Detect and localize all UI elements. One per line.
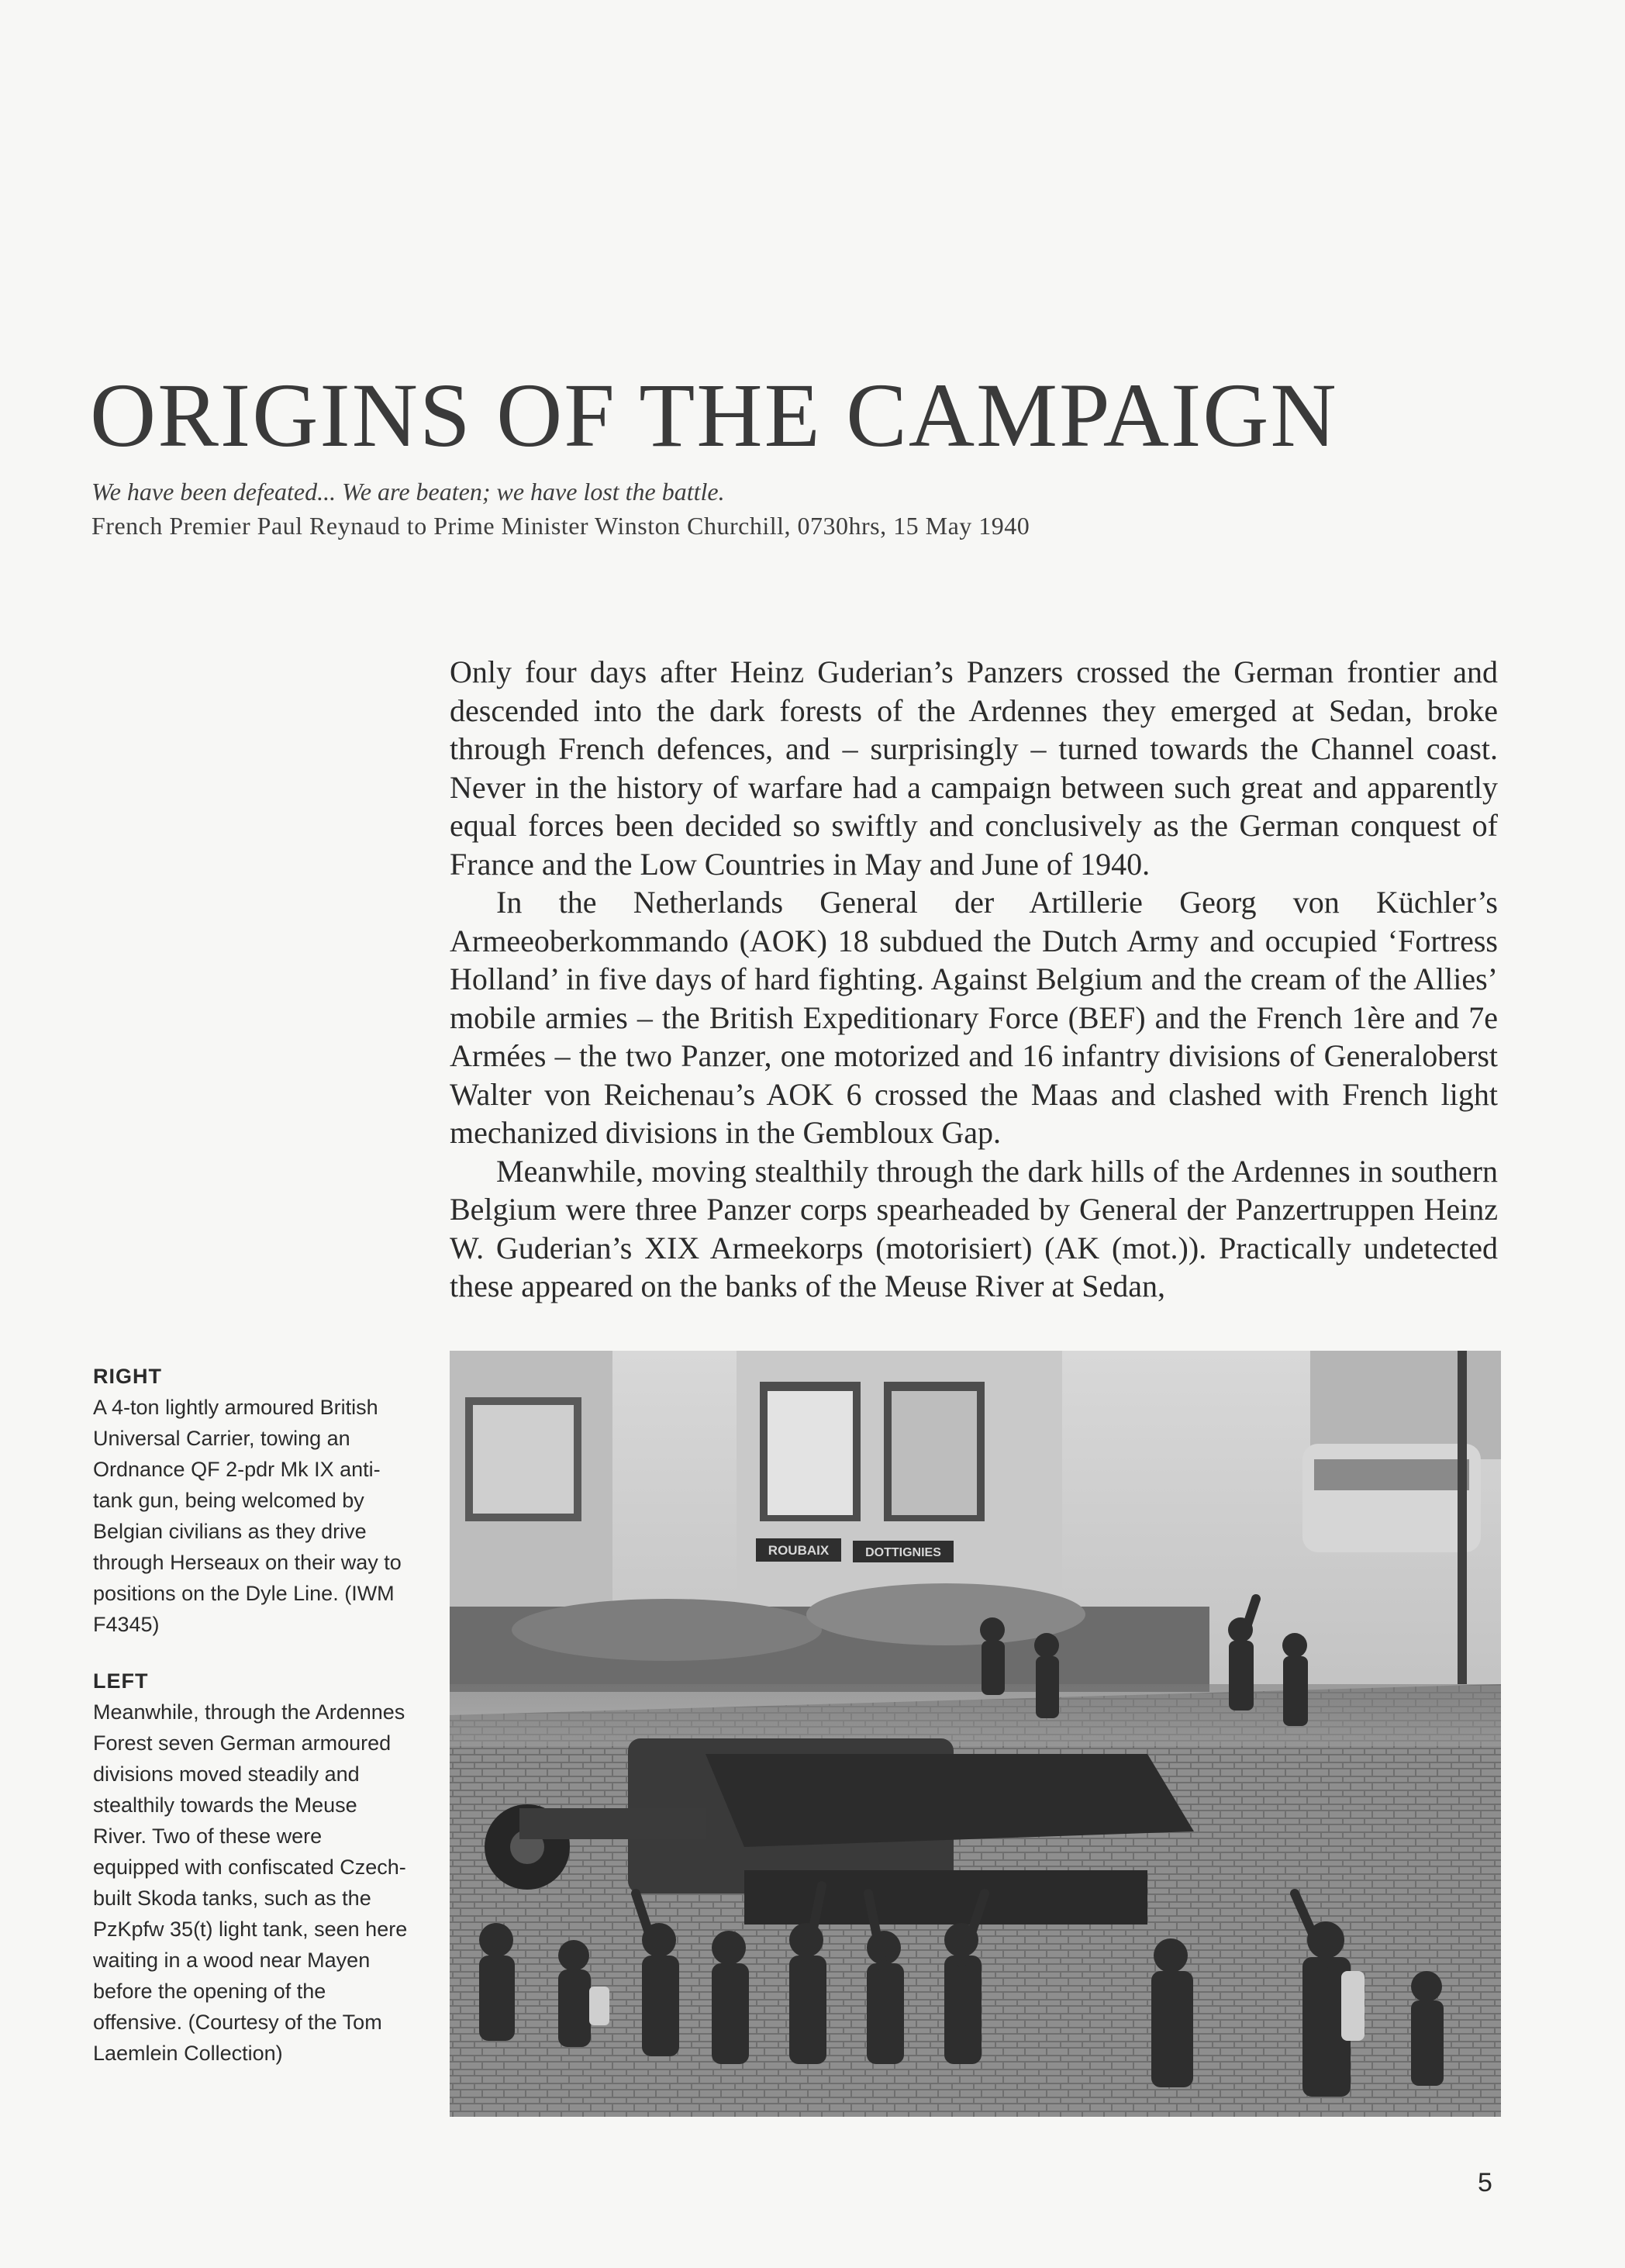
sign-roubaix: ROUBAIX <box>768 1543 830 1558</box>
body-paragraph: Meanwhile, moving stealthily through the dark hills of the Ardennes in southern Belgium were three Panzer corps spearheaded by General der Panzertruppen Heinz W. Guderian’s XIX Armeekorps (motorisiert) (AK (mot.)). Practically undetected these appeared on the banks of the Meuse River at Sedan, <box>450 1153 1498 1303</box>
caption-text: Meanwhile, through the Ardennes Forest seven German armoured divisions moved steadily and stealthily towards the Meuse River. Two of these were equipped with confiscated Czech-built Skoda tanks, such as the PzKpfw 35(t) light tank, seen here waiting in a wood near Mayen before the opening of the offensive. (Courtesy of the Tom Laemlein Collection) <box>93 1700 408 2065</box>
body-paragraph: Only four days after Heinz Guderian’s Panzers crossed the German frontier and descended into the dark forests of the Ardennes they emerged at Sedan, broke through French defences, and – surprisingly – turned towards the Channel coast. Never in the history of warfare had a campaign between such great and apparently equal forces been decided so swiftly and conclusively as the German conquest of France and the Low Countries in May and June of 1940. <box>450 654 1498 882</box>
caption-right <box>93 1361 411 1640</box>
body-paragraph: In the Netherlands General der Artillerie Georg von Küchler’s Armeeoberkommando (AOK) 18 subdued the Dutch Army and occupied ‘Fortress Holland’ in five days of hard fighting. Against Belgium and the cream of the Allies’ mobile armies – the British Expeditionary Force (BEF) and the French 1ère and 7e Armées – the two Panzer, one motorized and 16 infantry divisions of Generaloberst Walter von Reichenau’s AOK 6 crossed the Maas and clashed with French light mechanized divisions in the Gembloux Gap. <box>450 885 1498 1150</box>
caption-heading: LEFT <box>93 1669 149 1693</box>
epigraph-quote: We have been defeated... We are beaten; we have lost the battle. <box>91 478 725 506</box>
page-number: 5 <box>1478 2168 1492 2197</box>
epigraph-attribution: French Premier Paul Reynaud to Prime Minister Winston Churchill, 0730hrs, 15 May 1940 <box>91 512 1030 540</box>
chapter-title: ORIGINS OF THE CAMPAIGN <box>90 364 1338 466</box>
body-text <box>450 653 1498 1306</box>
caption-text: A 4-ton lightly armoured British Universal Carrier, towing an Ordnance QF 2-pdr Mk IX anti-tank gun, being welcomed by Belgian civilians as they drive through Herseaux on their way to positions on the Dyle Line. (IWM F4345) <box>93 1396 402 1636</box>
photo-universal-carrier <box>450 1351 1501 2117</box>
caption-left <box>93 1666 411 2069</box>
epigraph <box>91 475 1030 543</box>
sign-dottignies: DOTTIGNIES <box>865 1546 941 1559</box>
photo-illustration <box>450 1351 1501 2117</box>
caption-heading: RIGHT <box>93 1365 162 1388</box>
